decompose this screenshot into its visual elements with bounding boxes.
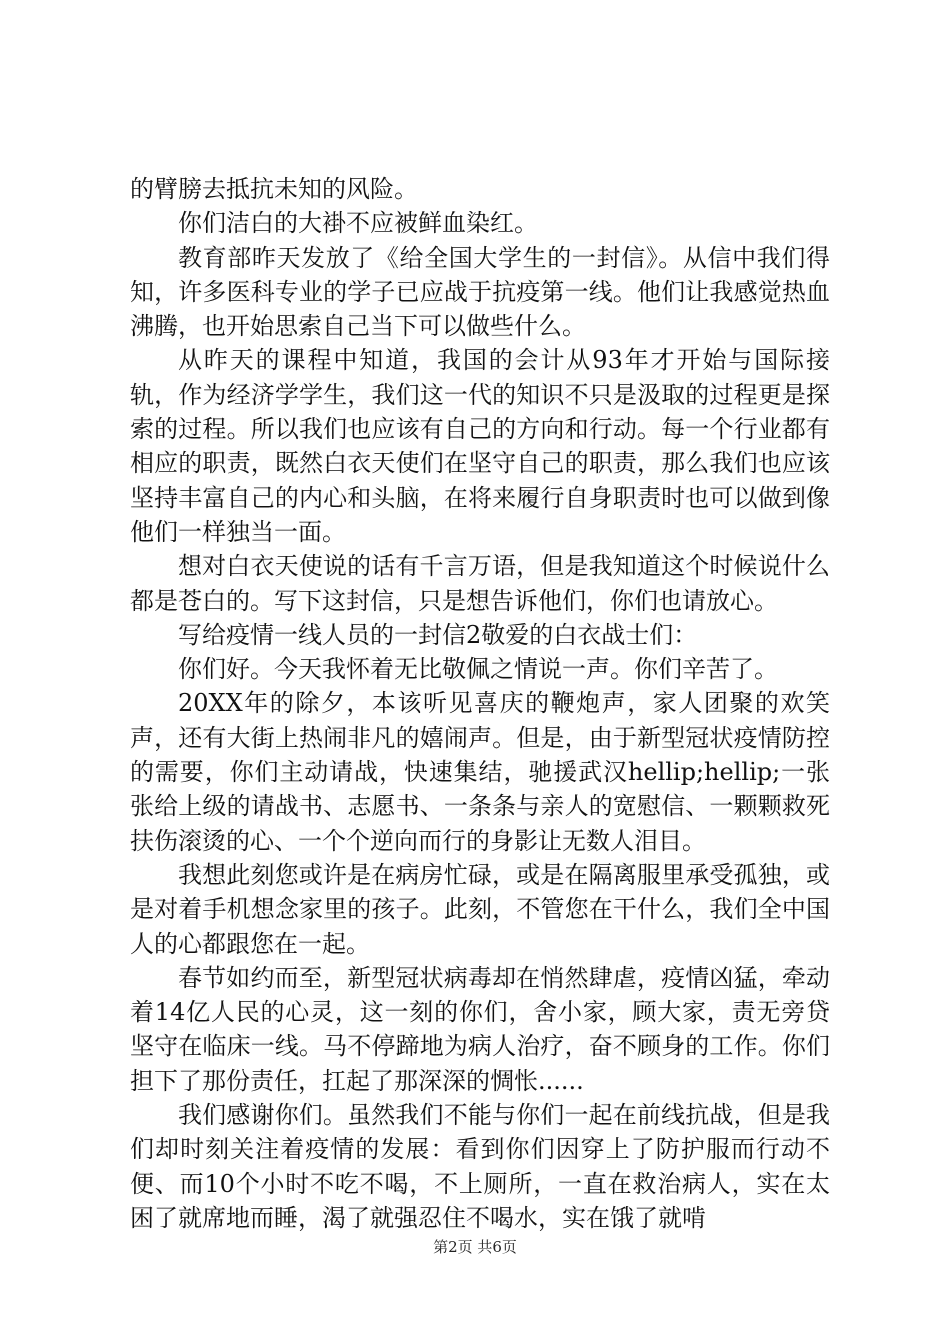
paragraph: 你们洁白的大褂不应被鲜血染红。: [178, 209, 538, 238]
paragraph: 我们感谢你们。虽然我们不能与你们一起在前线抗战，但是我们却时刻关注着疫情的发展：看到你们因穿上了防护服而行动不便、而10个小时不吃不喝，不上厕所，一直在救治病人，实在太困了就席地而睡，渴了就强忍住不喝水，实在饿了就啃: [130, 1101, 830, 1232]
paragraph: 教育部昨天发放了《给全国大学生的一封信》。从信中我们得知，许多医科专业的学子已应战于抗疫第一线。他们让我感觉热血沸腾，也开始思索自己当下可以做些什么。: [130, 243, 830, 341]
paragraph: 从昨天的课程中知道，我国的会计从93年才开始与国际接轨，作为经济学学生，我们这一代的知识不只是汲取的过程更是探索的过程。所以我们也应该有自己的方向和行动。每一个行业都有相应的职责，既然白衣天使们在坚守自己的职责，那么我们也应该坚持丰富自己的内心和头脑，在将来履行自身职责时也可以做到像他们一样独当一面。: [130, 346, 830, 546]
paragraph: 我想此刻您或许是在病房忙碌，或是在隔离服里承受孤独，或是对着手机想念家里的孩子。此刻，不管您在干什么，我们全中国人的心都跟您在一起。: [130, 860, 830, 958]
paragraph: 的臂膀去抵抗未知的风险。: [130, 175, 418, 203]
document-body: [130, 172, 830, 1235]
paragraph: 20XX年的除夕，本该听见喜庆的鞭炮声，家人团聚的欢笑声，还有大街上热闹非凡的嬉闹声。但是，由于新型冠状疫情防控的需要，你们主动请战，快速集结，驰援武汉hellip;hellip;一张张给上级的请战书、志愿书、一条条与亲人的宽慰信、一颗颗救死扶伤滚烫的心、一个个逆向而行的身影让无数人泪目。: [130, 689, 830, 855]
paragraph: 春节如约而至，新型冠状病毒却在悄然肆虐，疫情凶猛，牵动着14亿人民的心灵，这一刻的你们，舍小家，顾大家，责无旁贷坚守在临床一线。马不停蹄地为病人治疗，奋不顾身的工作。你们担下了那份责任，扛起了那深深的惆怅......: [130, 963, 830, 1095]
paragraph: 想对白衣天使说的话有千言万语，但是我知道这个时候说什么都是苍白的。写下这封信，只是想告诉他们，你们也请放心。: [130, 552, 830, 615]
paragraph: 写给疫情一线人员的一封信2敬爱的白衣战士们：: [178, 620, 698, 649]
paragraph: 你们好。今天我怀着无比敬佩之情说一声。你们辛苦了。: [178, 655, 778, 684]
page-number-footer: 第2页 共6页: [433, 1238, 517, 1256]
